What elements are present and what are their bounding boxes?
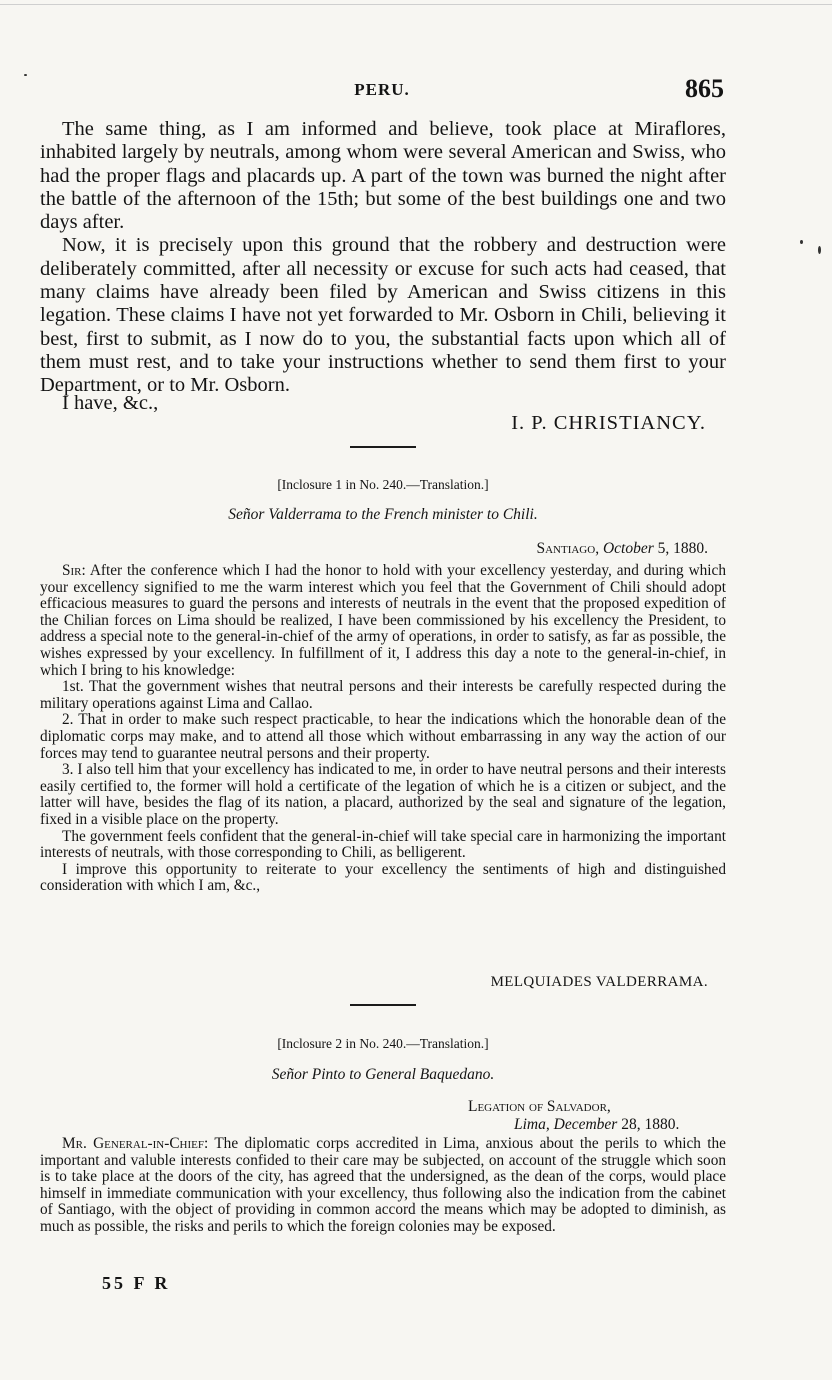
letter-signature: I. P. CHRISTIANCY. xyxy=(511,412,706,434)
signature-mark: 55 F R xyxy=(102,1273,171,1293)
dateline-month: October xyxy=(602,540,654,557)
inclosure-1-body xyxy=(40,563,726,895)
letter-paragraph: The same thing, as I am informed and believe, took place at Miraflores, inhabited largely by neutrals, among whom were several American and Swiss, who had the proper flags and placards up. A part of the town was burned the night after the battle of the afternoon of the 15th; but some of the best buildings one and two days after. xyxy=(40,118,726,234)
salutation: Mr. General-in-Chief: xyxy=(62,1135,209,1152)
running-title: PERU. xyxy=(354,80,410,99)
inclosure-1-signature: MELQUIADES VALDERRAMA. xyxy=(490,974,708,990)
inclosure-1-paragraph: I improve this opportunity to reiterate to your excellency the sentiments of high and distinguished consideration with which I am, &c., xyxy=(40,860,726,895)
section-divider xyxy=(350,1004,416,1006)
dateline-rest: 28, 1880. xyxy=(621,1116,680,1133)
paragraph-text: After the conference which I had the honor to hold with your excellency yesterday, and during which your excellency signified to me the warm interest which you feel that the Government of Chili should adopt efficacious measures to guard the persons and interests of neutrals in the event that the proposed expedition of the Chilian forces on Lima should be realized, I have been commissioned by his excellency the President, to address a special note to the general-in-chief of the army of operations, in order to satisfy, as far as possible, the wishes expressed by your excellency. In fulfillment of it, I address this day a note to the general-in-chief, in which I bring to his knowledge: xyxy=(40,562,726,679)
scan-speck xyxy=(24,74,27,76)
inclosure-1-paragraph: 3. I also tell him that your excellency has indicated to me, in order to have neutral persons and their interests easily certified to, the former will hold a certificate of the legation of which he is a citizen or subject, and the latter will have, besides the flag of its nation, a placard, authorized by the seal and signature of the legation, fixed in a visible place on the property. xyxy=(40,761,726,828)
dateline-rest: 5, 1880. xyxy=(657,540,708,557)
inclosure-1-paragraph: 2. That in order to make such respect practicable, to hear the indications which the honorable dean of the diplomatic corps may make, and to attend all those which without embarrassing in any way the action of our forces may tend to guarantee neutral persons and their property. xyxy=(40,711,726,762)
running-head xyxy=(40,74,724,104)
inclosure-2-paragraph xyxy=(40,1136,726,1236)
inclosure-1-dateline xyxy=(536,540,708,558)
scan-edge-line xyxy=(0,4,832,5)
dateline-line-1: Legation of Salvador, xyxy=(468,1098,611,1115)
inclosure-1-paragraph: 1st. That the government wishes that neutral persons and their interests be carefully respected during the military operations against Lima and Callao. xyxy=(40,678,726,712)
section-divider xyxy=(350,446,416,448)
inclosure-2-dateline xyxy=(468,1098,679,1134)
inclosure-1-label: [Inclosure 1 in No. 240.—Translation.] xyxy=(277,477,489,492)
letter-paragraph: Now, it is precisely upon this ground that the robbery and destruction were deliberately committed, after all necessity or excuse for such acts had ceased, that many claims have already been filed by American and Swiss citizens in this legation. These claims I have not yet forwarded to Mr. Osborn in Chili, believing it best, first to submit, as I now do to you, the substantial facts upon which all of them must rest, and to take your instructions whether to send them first to your Department, or to Mr. Osborn. xyxy=(40,234,726,397)
inclosure-2-label: [Inclosure 2 in No. 240.—Translation.] xyxy=(277,1036,489,1051)
inclosure-1-heading: Señor Valderrama to the French minister to Chili. xyxy=(228,506,538,523)
scan-speck xyxy=(800,240,803,244)
letter-body xyxy=(40,118,726,398)
dateline-place: Santiago, xyxy=(536,540,600,557)
inclosure-2-heading: Señor Pinto to General Baquedano. xyxy=(271,1066,495,1083)
inclosure-2-body xyxy=(40,1136,726,1236)
inclosure-1-paragraph xyxy=(40,563,726,679)
inclosure-1-paragraph: The government feels confident that the general-in-chief will take special care in harmonizing the important interests of neutrals, with those corresponding to Chili, as belligerent. xyxy=(40,827,726,862)
paragraph-text: The diplomatic corps accredited in Lima, anxious about the perils to which the important and valuble interests confided to their care may be subjected, on account of the struggle which soon is to take place at the doors of the city, has agreed that the undersigned, as the dean of the corps, would place himself in immediate communication with your excellency, thus following also the indication from the cabinet of Santiago, with the object of providing in common accord the means which may be adopted to diminish, as much as possible, the risks and perils to which the foreign colonies may be exposed. xyxy=(40,1135,726,1235)
letter-closing: I have, &c., xyxy=(62,392,159,414)
page-number: 865 xyxy=(685,74,724,103)
salutation: Sir: xyxy=(62,562,86,579)
scan-speck xyxy=(818,246,821,254)
dateline-line-2 xyxy=(468,1116,679,1134)
dateline-place: Lima, December xyxy=(514,1116,618,1133)
